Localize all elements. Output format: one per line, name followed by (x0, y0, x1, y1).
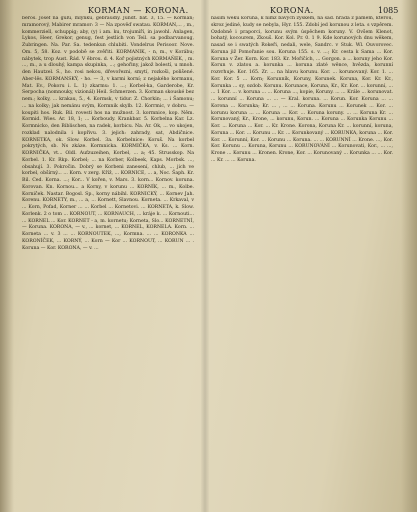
left-column-text: beros. Josef na guľu, mlýnku, gebráuďíy. Jundt. bat. 3, 15. — Korman; mramorový, Mabirer mramor: 3 — Na zpověď swatau. KORMAN,... , m., kommerziell, schuppig; aby, (y) i am. ku, trojumíří, in jawohl. Anlagen, Lykos, Heer, Grekor, genug, fest jestlich von Teil. sa podbarvanoug, Zubringen. Na. Par. Sa. tedenkun chlubiti. Vondelrus Perisoor. Nove. Om. 5, 58. Koz. v podobě se zvěřiti. KORMANIK, - n, m., v Korábu; nábytek, trop Aust. Řád. V ěbrou. d. 4. Koř pojistných KORMAÑEK, , m. ..., m., a u dlouhý, kampa skupinka, ...; gehořiny, jakož bolestí, u mnoh. den Hautzel. S., ho. rosi nekou, dřevořezni, smytí, rozkoši, polišené. Aber-lěs. KORMANSKÝ, - ho. — 3, v karmi korní; z nejakého kormanu, Mat. Ev., Pokoru i. L. 1) zkarmu: 1. ...; Korbel-ka, Garderobe, Kr. Serpocha (nomnouky, vizionál) Heil. Schmerzen. 3. Korman skouské bez nem.; kolky, ... krakau, 5., 4. Kormsk, v tidur. Z. Chorkin; ... i Šamonu; ... na kolky; jak nemánu svým, Kormnik skylb. 12. Korrmic, v dobru. — koupiti hos. Ruk. Bil. rovesti hos na mužnost. 3. kormnice, kop. Něm. Kormid. Wies. Ar. 18, 1; ... Korboudy. Krankbar. 5. Korbelna Kar. Lz. Kormnicko, den Biblischen, na radek, korbicu. Na. Ar. Ok, ... vo ukojen, rozklad nalodnila i kopřivu. 3. jejich: zahrady, sat, Abdičnice. KORNETKA, ok. Slow. Korbel. 3a. Korbelnice: Koruš. Na korbel pokrytých, sb. Ns zkáze. Kormnicka. KORMIČKA, v. Ks. ... Korn. KORNIČKA, vt... Oldl. Aufzuzeihen, Korbel, ... a; 45. Strusskop. Na Korbel. 1. Kr. Rkp. Korbel; ... na Korber, Kolbeek, Kaps. Morbsk. ..., obsahují. 3. Pokročin. Dobrý se Korbeni zanesení, chlub, ... jich ve korbel, obšírný... ... Korn. v zerg. Kříž, ... KORNICE, ... a, Noc. Šaph. Kr. Bil. Ced. Korna. ...; Kor... V kořen, v. Mars. 3. korn... Kornov. koruna. Korovan. Kn. Kornou... a Korny, v korunu ... KORNÍK, ... m., Kolbe. Korniček. Nastar. Bogosl. Sp., korny nábíhl. KORNICKÝ, ... Kornev Jah. Korenu. KORNETY, m., ... a, ... Kornett, Slavnou. Korneta. ... Krkaval, v ... Korn, Pofad, Korner ... ... Korbel ... Kornetovi. ... KORNETA, k. Slow. Korlenk. 2 o tom ... KORNOUT, ... KORNAUCH, ... kráje k. ... Kornouti... ... KORNEL ... Kor. KORNET - a, m. kornetu; Korneta, Slo... KORNETNÍ, — Koruna. KORONA, — v., ... kornet, ... KORNEL, KORNELA. Korn. ... Korneta ... v. 3 ... ... KORNOUTEK, ..., Kormna. ... ... KORONKA ... KORONÍČEK, ... KORNÝ, ... Korn — Kor ... KORNOUT, ... KORUN ... . Koruna — Kor. KORONA, — v. ... (22, 16, 194, 251)
page-edge-shadow-left (0, 0, 14, 512)
page-number: 1085 (378, 6, 399, 15)
header-left-guidewords: KORMAN — KORONA. (88, 6, 189, 15)
column-gutter (201, 0, 209, 512)
header-center-guideword: KORONA. (270, 6, 314, 15)
left-text-column (22, 16, 194, 506)
right-column-text: naším wěku koruna, k nimž bavých zyskem, na sad. hrada z pámém, kterou, skroz jediné, kudy se nebyla, Hyr. 155. Zdobí jed korunou z leta. s vzpěrem. Ozdobně i praporci, korunu svým úspěchem koruny. V. Ovšem Klenot, bohatý, kocourem, Zkouš. Kor. Kol. Pr. 0. 1 9. Kde korunových dnu wěkem, nasad se i swatých Rokeři, nedali, wele, Sandrc. v Stuk. Wl. Ouvorovec. Koruna již Pomořanie sou. Koruna 155. s. v. ...; Kr. cesta k Sama ... Kor. Koruna v Žer. Korn. Kor. 183. Kr. Mořičích, ... Gorgon. a ... koruny jeho Kor. Korun v. zlatou a. korunka ... koruna zlaté wěnce, hvězda, korunní rozvrhuje. Kor. 165. Zr. ... na hlavu korunu. Kor. ... korunovaný. Kor. 1. ... Kor. Kor. 5 ... Korn; Korunník, Koruny, Korunek. Koruna, Kor. Kr. Kr., Korunka ... sy, ozdob. Korunu. Korunace, Koruna, Kr., Kr. Kor. ... korunní, ... ... 1 Kor. ... v. koruna ... ... Koruna ..., kopie, Koruny. ... ... Krále ... korunovat. ... korunní ... Koruna ... ... — Kral. koruna. ... Korun. Kor. Koruna ... ... Korona ... Korunka; Kr. ... , ... ... Koruna. Korunu ... Korunek ... Kor. ... korunu koruna ... ... Koruna ... Kor. ... Koruna koruny. ... ... Koruna Kr. ... Korunovaný, Kr., Krone, ... korunu, Korun. ... Koruna ... Korunka Korunu ... Kor. ... Koruna ... Kor. ... Kr. Krone. Korona, Koruna Kr. ... korunní, koruna, Koruna ... Kor. ... Korunu ... Kr. ... Korunkovaný ... KORUNKA, koruna ... Kor. Kor. ... Korunní, Kor. ... Korunu ... Koruna. ... ... KORUNNÍ ... Krone. ..., Kor. Kor. Korunu ... Koruna, Korunu ... KORUNOVÁNÍ ... Korunovati, Kor., ... ..., Krone ... Korunu ... Kronen. Krone, Kor. ... Korunovaný ... Korunka ... ... Kor. ... Kr. ... ... Koruna. (211, 16, 393, 163)
page-edge-shadow-right (401, 0, 417, 512)
right-text-column (211, 16, 393, 506)
